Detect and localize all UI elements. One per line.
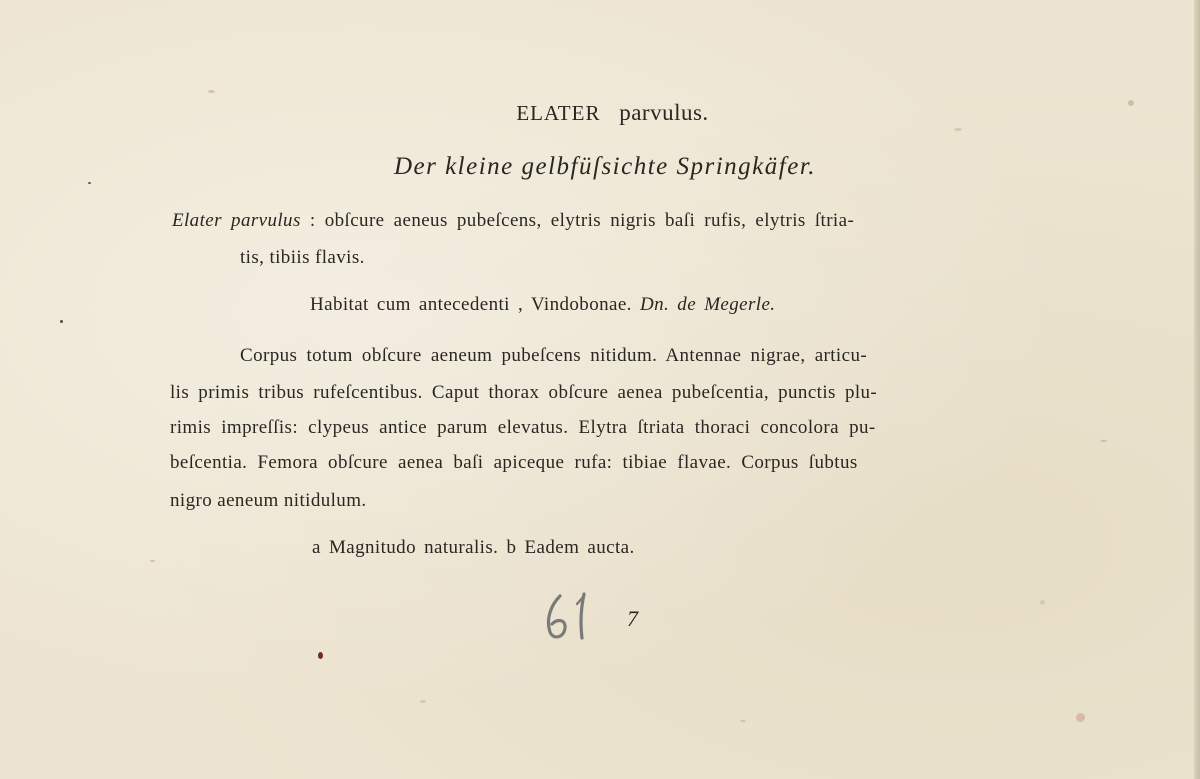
species-title (0, 100, 1200, 126)
genus-name: ELATER (516, 101, 601, 125)
paper-speck (150, 560, 155, 562)
description-line: nigro aeneum nitidulum. (170, 490, 367, 511)
species-name: parvulus. (619, 100, 709, 125)
paper-speck (318, 652, 323, 659)
habitat-collector: Dn. de Megerle. (639, 294, 776, 315)
diagnosis-species-name: Elater parvulus (172, 210, 301, 231)
page-edge (1194, 0, 1200, 779)
diagnosis-text: : obſcure aeneus pubeſcens, elytris nigris baſi rufis, elytris ſtria- (300, 210, 855, 231)
description-line: lis primis tribus rufeſcentibus. Caput thorax obſcure aenea pubeſcentia, punctis plu- (170, 382, 878, 403)
description-line: beſcentia. Femora obſcure aenea baſi apiceque rufa: tibiae flavae. Corpus ſubtus (170, 452, 858, 473)
habitat-text: Habitat cum antecedenti , Vindobonae. (310, 294, 640, 315)
habitat-line (310, 294, 775, 316)
page-number: 7 (627, 606, 638, 631)
paper-speck (1076, 713, 1085, 722)
paper-speck (1040, 600, 1045, 605)
description-line: Corpus totum obſcure aeneum pubeſcens nitidum. Antennae nigrae, articu- (240, 345, 868, 366)
paper-speck (1100, 440, 1107, 442)
handwritten-pencil-mark (540, 588, 600, 649)
diagnosis-line-1 (172, 210, 854, 232)
diagnosis-line-2: tis, tibiis flavis. (240, 247, 365, 268)
paper-speck (740, 720, 746, 722)
paper-speck (88, 182, 91, 184)
paper-speck (208, 90, 215, 93)
paper-speck (420, 700, 426, 703)
handwritten-mark-drawing (540, 588, 600, 644)
figure-caption: a Magnitudo naturalis. b Eadem aucta. (312, 537, 635, 558)
paper-speck (954, 128, 962, 131)
german-common-name: Der kleine gelbfüſsichte Springkäfer. (393, 153, 817, 180)
paper-speck (60, 320, 63, 323)
description-line: rimis impreſſis: clypeus antice parum elevatus. Elytra ſtriata thoraci concolora pu- (170, 417, 876, 438)
